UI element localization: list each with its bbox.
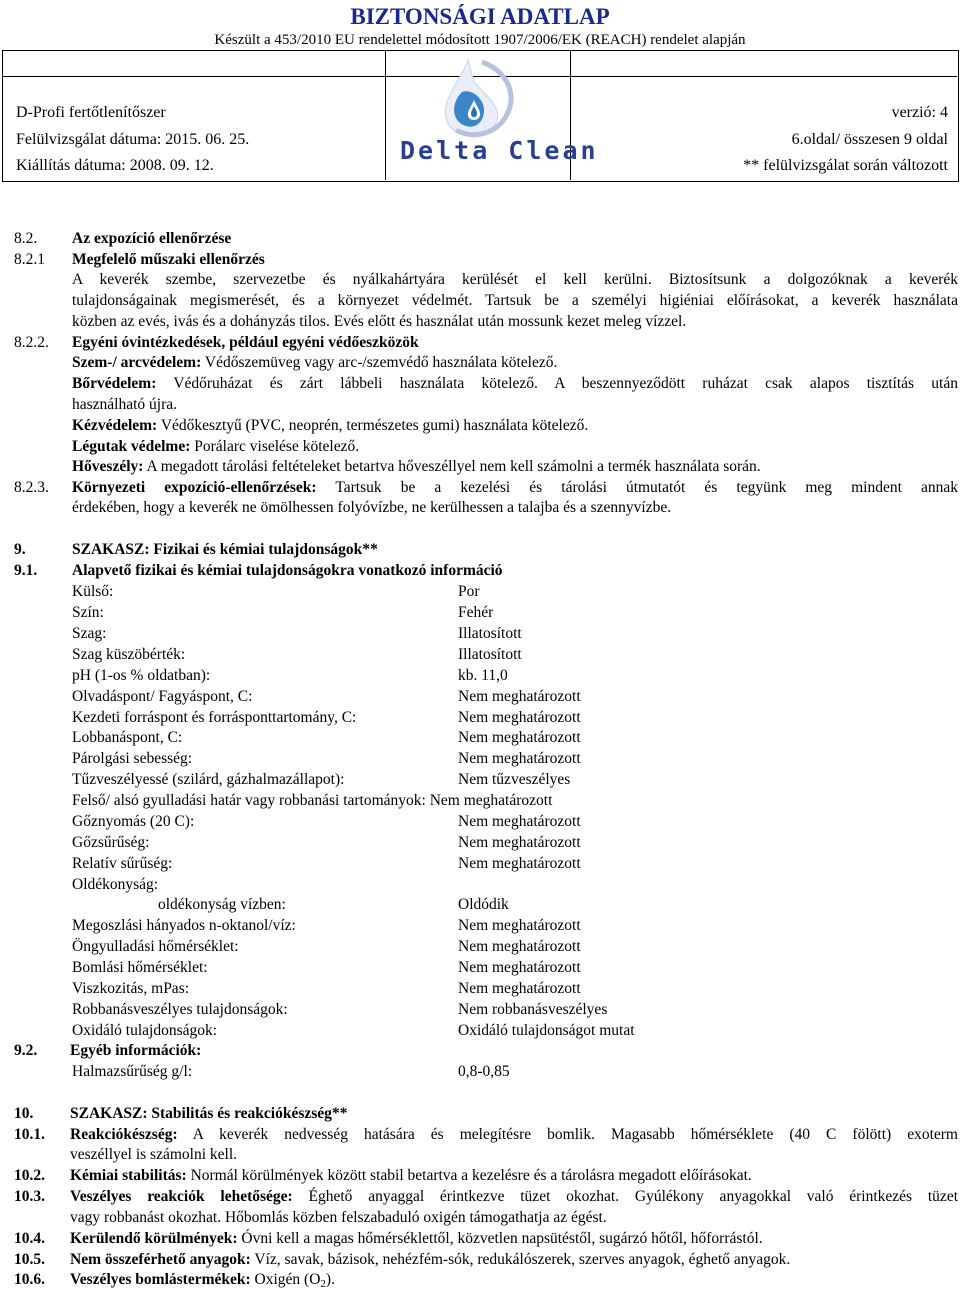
environmental-exposure-label: Környezeti expozíció-ellenőrzések: (72, 479, 317, 496)
property-value: kb. 11,0 (458, 667, 508, 684)
property-value: Illatosított (458, 625, 522, 642)
property-row (0, 728, 960, 748)
environmental-exposure-text: Tartsuk be a kezelési és tárolási útmutatót és tegyünk meg mindent annak (335, 479, 958, 496)
section-title: SZAKASZ: Stabilitás és reakciókészség** (70, 1105, 348, 1122)
property-label: Tűzveszélyessé (szilárd, gázhalmazállapot): (72, 771, 345, 788)
section-number: 8.2.2. (14, 334, 49, 351)
property-value: Nem meghatározott (458, 813, 581, 830)
property-row (0, 833, 960, 853)
property-row (0, 937, 960, 957)
property-label: Szín: (72, 604, 104, 621)
section-title: Egyéni óvintézkedések, például egyéni védőeszközök (72, 334, 419, 351)
skin-protection-text-2: használható újra. (72, 396, 178, 413)
paragraph-text: közben az evés, ivás és a dohányzás tilos. Evés előtt és használat után mossunk kezet meleg vízzel. (72, 313, 687, 330)
section-8-2 (0, 229, 960, 249)
property-label: Olvadáspont/ Fagyáspont, C: (72, 688, 253, 705)
product-name: D-Profi fertőtlenítőszer (16, 104, 166, 121)
property-row (0, 666, 960, 686)
property-value: Por (458, 583, 480, 600)
section-number: 10. (14, 1105, 34, 1122)
property-row (0, 603, 960, 623)
section-number: 10.2. (14, 1167, 45, 1184)
property-row (0, 979, 960, 999)
section-9-2 (0, 1041, 960, 1061)
property-label: Viszkozitás, mPas: (72, 980, 190, 997)
section-8-2-3 (0, 478, 960, 498)
section-9-1 (0, 561, 960, 581)
section-8-2-2 (0, 333, 960, 353)
property-label: Bomlási hőmérséklet: (72, 959, 208, 976)
hand-protection-label: Kézvédelem: (72, 417, 158, 434)
reactivity-label: Reakciókészség: (70, 1126, 178, 1143)
hazardous-reactions-text-2: vagy robbanást okozhat. Hőbomlás közben felszabaduló oxigén támogathatja az égést. (70, 1209, 607, 1226)
skin-protection-line (0, 374, 960, 394)
property-label: Párolgási sebesség: (72, 750, 193, 767)
water-solubility-value: Oldódik (458, 896, 509, 913)
logo-wordmark: Delta Clean (400, 136, 599, 165)
reactivity-text: A keverék nedvesség hatására és melegítésre bomlik. Magasabb hőmérséklete (40 C fölött) exoterm (192, 1126, 958, 1143)
section-number: 8.2. (14, 230, 38, 247)
section-title: Az expozíció ellenőrzése (72, 230, 232, 247)
property-row (0, 687, 960, 707)
section-10-2 (0, 1166, 960, 1186)
property-label: Megoszlási hányados n-oktanol/víz: (72, 917, 296, 934)
hazardous-reactions-label: Veszélyes reakciók lehetősége: (70, 1188, 293, 1205)
property-row (0, 645, 960, 665)
heat-hazard-text: A megadott tárolási feltételeket betartva hőveszéllyel nem kell számolni a termék használata során. (146, 458, 761, 475)
skin-protection-label: Bőrvédelem: (72, 375, 157, 392)
section-title: SZAKASZ: Fizikai és kémiai tulajdonságok** (72, 541, 378, 558)
water-solubility-label: oldékonyság vízben: (158, 896, 286, 913)
property-row (0, 582, 960, 602)
hazardous-reactions-text: Éghető anyaggal érintkezve tüzet okozhat. Gyúlékony anyagokkal való érintkezés tüzet (308, 1188, 959, 1205)
property-row (0, 708, 960, 728)
section-number: 10.6. (14, 1271, 45, 1288)
property-value: Nem meghatározott (458, 729, 581, 746)
eye-protection-label: Szem-/ arcvédelem: (72, 354, 202, 371)
conditions-to-avoid-text: Óvni kell a magas hőmérséklettől, közvetlen napsütéstől, sugárzó hőtől, hőforrástól. (241, 1230, 763, 1247)
environmental-exposure-text-2: érdekében, hogy a keverék ne ömölhessen folyóvízbe, ne kerülhessen a talajba és a szennyvízbe. (72, 499, 672, 516)
property-label: Kezdeti forráspont és forrásponttartomány, C: (72, 709, 357, 726)
property-row (0, 624, 960, 644)
section-title: Alapvető fizikai és kémiai tulajdonságokra vonatkozó információ (72, 562, 503, 579)
respiratory-protection-text: Porálarc viselése kötelező. (194, 438, 360, 455)
changed-note: ** felülvizsgálat során változott (743, 157, 948, 174)
document-title: BIZTONSÁGI ADATLAP (350, 4, 610, 29)
subscript: 2 (320, 1278, 326, 1290)
section-number: 9. (14, 541, 26, 558)
bulk-density-value: 0,8-0,85 (458, 1063, 510, 1080)
property-label: Szag: (72, 625, 107, 642)
property-row (0, 1021, 960, 1041)
section-number: 8.2.3. (14, 479, 49, 496)
property-label: Külső: (72, 583, 114, 600)
section-number: 9.1. (14, 562, 38, 579)
property-row (0, 749, 960, 769)
property-value: Fehér (458, 604, 494, 621)
hand-protection-line (0, 416, 960, 436)
explosion-limits-line (0, 791, 960, 811)
section-title: Egyéb információk: (70, 1042, 202, 1059)
respiratory-protection-label: Légutak védelme: (72, 438, 191, 455)
droplet-logo-icon (390, 52, 568, 144)
issue-date: Kiállítás dátuma: 2008. 09. 12. (16, 157, 214, 174)
conditions-to-avoid-label: Kerülendő körülmények: (70, 1230, 238, 1247)
section-number: 9.2. (14, 1042, 38, 1059)
property-label: pH (1-os % oldatban): (72, 667, 211, 684)
property-value: Nem meghatározott (458, 709, 581, 726)
section-10-1 (0, 1125, 960, 1145)
property-label: Oxidáló tulajdonságok: (72, 1022, 218, 1039)
section-10 (0, 1104, 960, 1124)
section-10-5 (0, 1250, 960, 1270)
delta-clean-logo (390, 52, 599, 178)
decomposition-products-text: Oxigén (O (254, 1271, 321, 1288)
paragraph-text: tulajdonságainak megismerését, és a környezet védelmét. Tartsuk be a személyi higiéniai előírásokat, a keverék használata (72, 292, 958, 309)
section-10-6 (0, 1270, 960, 1290)
incompatible-materials-text: Víz, savak, bázisok, nehézfém-sók, redukálószerek, szerves anyagok, éghető anyagok. (254, 1251, 791, 1268)
reactivity-text-2: veszéllyel is számolni kell. (70, 1146, 238, 1163)
paragraph-text: A keverék szembe, szervezetbe és nyálkahártyára kerülését el kell kerülni. Biztosítsunk a dolgozóknak a keverék (72, 271, 958, 288)
solubility-label: Oldékonyság: (72, 876, 159, 893)
incompatible-materials-label: Nem összeférhető anyagok: (70, 1251, 251, 1268)
section-number: 10.5. (14, 1251, 45, 1268)
paragraph-line (0, 312, 960, 332)
property-label: Szag küszöbérték: (72, 646, 186, 663)
property-row (0, 1000, 960, 1020)
property-value: Nem meghatározott (458, 938, 581, 955)
hand-protection-text: Védőkesztyű (PVC, neoprén, természetes gumi) használata kötelező. (160, 417, 589, 434)
property-value: Nem robbanásveszélyes (458, 1001, 608, 1018)
hazardous-reactions-line-2 (0, 1208, 960, 1228)
review-date: Felülvizsgálat dátuma: 2015. 06. 25. (16, 131, 250, 148)
decomposition-products-label: Veszélyes bomlástermékek: (70, 1271, 251, 1288)
section-number: 10.3. (14, 1188, 45, 1205)
version-label: verzió: 4 (891, 104, 948, 121)
property-value: Nem tűzveszélyes (458, 771, 571, 788)
solubility-heading-row (0, 875, 960, 895)
bulk-density-label: Halmazsűrűség g/l: (72, 1063, 193, 1080)
property-value: Nem meghatározott (458, 855, 581, 872)
property-value: Illatosított (458, 646, 522, 663)
paragraph-line (0, 291, 960, 311)
heat-hazard-label: Hőveszély: (72, 458, 144, 475)
water-solubility-row (0, 895, 960, 915)
eye-protection-line (0, 353, 960, 373)
reactivity-line-2 (0, 1145, 960, 1165)
section-number: 10.4. (14, 1230, 45, 1247)
property-value: Nem meghatározott (458, 959, 581, 976)
section-8-2-1 (0, 250, 960, 270)
property-row (0, 770, 960, 790)
property-value: Nem meghatározott (458, 917, 581, 934)
skin-protection-line-2 (0, 395, 960, 415)
property-value: Nem meghatározott (458, 980, 581, 997)
heat-hazard-line (0, 457, 960, 477)
section-10-3 (0, 1187, 960, 1207)
page-count: 6.oldal/ összesen 9 oldal (791, 131, 948, 148)
document-subtitle: Készült a 453/2010 EU rendelettel módosított 1907/2006/EK (REACH) rendelet alapján (214, 32, 746, 48)
property-row (0, 812, 960, 832)
property-row (0, 958, 960, 978)
decomposition-products-end: ). (325, 1271, 335, 1288)
skin-protection-text: Védőruházat és zárt lábbeli használata kötelező. A beszennyeződött ruházat csak alapos tisztítás után (173, 375, 958, 392)
property-label: Robbanásveszélyes tulajdonságok: (72, 1001, 288, 1018)
property-value: Nem meghatározott (458, 750, 581, 767)
property-row (0, 916, 960, 936)
respiratory-protection-line (0, 437, 960, 457)
section-9 (0, 540, 960, 560)
section-title: Megfelelő műszaki ellenőrzés (72, 251, 265, 268)
environmental-exposure-line-2 (0, 498, 960, 518)
property-label: Relatív sűrűség: (72, 855, 173, 872)
property-value: Nem meghatározott (458, 688, 581, 705)
property-value: Oxidáló tulajdonságot mutat (458, 1022, 635, 1039)
property-label: Gőzsűrűség: (72, 834, 150, 851)
property-label: Öngyulladási hőmérséklet: (72, 938, 239, 955)
eye-protection-text: Védőszemüveg vagy arc-/szemvédő használata kötelező. (204, 354, 558, 371)
property-label: Gőznyomás (20 C): (72, 813, 195, 830)
property-row (0, 854, 960, 874)
explosion-limits-text: Felső/ alsó gyulladási határ vagy robbanási tartományok: Nem meghatározott (72, 792, 553, 809)
header-divider-left (385, 50, 386, 180)
paragraph-line (0, 270, 960, 290)
bulk-density-row (0, 1062, 960, 1082)
section-number: 8.2.1 (14, 251, 45, 268)
chemical-stability-text: Normál körülmények között stabil betartva a kezelésre és a tárolásra megadott előírásokat. (190, 1167, 752, 1184)
chemical-stability-label: Kémiai stabilitás: (70, 1167, 187, 1184)
section-10-4 (0, 1229, 960, 1249)
property-value: Nem meghatározott (458, 834, 581, 851)
section-number: 10.1. (14, 1126, 45, 1143)
property-label: Lobbanáspont, C: (72, 729, 183, 746)
